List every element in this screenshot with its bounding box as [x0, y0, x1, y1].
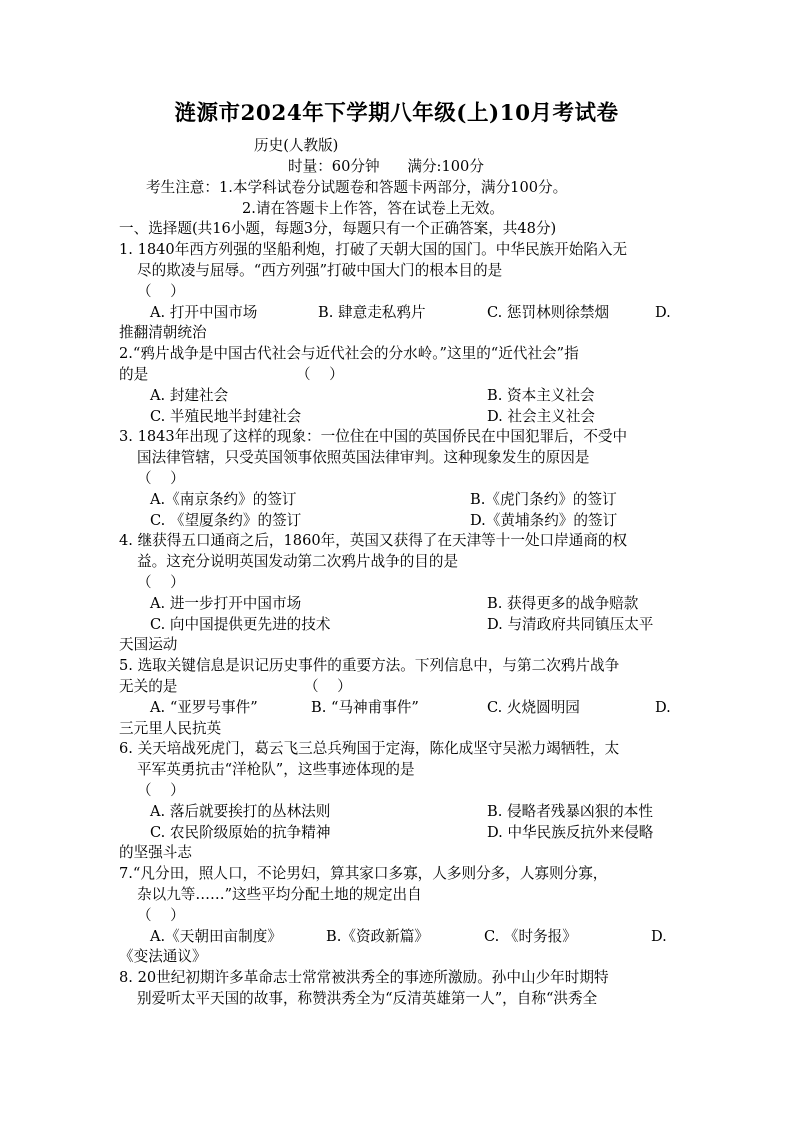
question-5-option-d-label: D.	[655, 699, 671, 716]
question-1-option-a: A. 打开中国市场	[150, 304, 258, 321]
question-4-stem-line-1: 4. 继获得五口通商之后，1860年，英国又获得了在天津等十一处口岸通商的权	[119, 532, 628, 549]
question-5-answer-blank: （ ）	[304, 678, 352, 695]
question-1-answer-blank: （ ）	[137, 283, 185, 300]
question-3-option-a: A.《南京条约》的签订	[150, 491, 297, 508]
question-2-stem-line-2: 的是	[119, 366, 149, 383]
question-6-stem-line-1: 6. 关天培战死虎门，葛云飞三总兵殉国于定海，陈化成坚守吴淞力竭牺牲，太	[119, 740, 620, 757]
question-1-option-d-label: D.	[655, 304, 671, 321]
question-5-stem-line-2: 无关的是	[119, 678, 178, 695]
question-5-option-d-text: 三元里人民抗英	[119, 720, 222, 737]
exam-edition: 历史(人教版)	[254, 137, 339, 154]
question-3-answer-blank: （ ）	[137, 470, 185, 487]
question-5-option-b: B. “马神甫事件”	[311, 699, 419, 716]
question-3-option-b: B.《虎门条约》的签订	[470, 491, 617, 508]
question-2-option-d: D. 社会主义社会	[487, 408, 596, 425]
question-8-stem-line-1: 8. 20世纪初期许多革命志士常常被洪秀全的事迹所激励。孙中山少年时期特	[119, 969, 609, 986]
question-1-option-b: B. 肆意走私鸦片	[318, 304, 426, 321]
question-2-option-a: A. 封建社会	[150, 387, 229, 404]
question-7-option-a: A.《天朝田亩制度》	[150, 928, 282, 945]
question-8-stem-line-2: 别爱听太平天国的故事，称赞洪秀全为“反清英雄第一人”，自称“洪秀全	[137, 990, 598, 1007]
question-4-stem-line-2: 益。这充分说明英国发动第二次鸦片战争的目的是	[137, 553, 459, 570]
question-3-stem-line-2: 国法律管辖，只受英国领事依照英国法律审判。这种现象发生的原因是	[137, 449, 590, 466]
question-5-option-c: C. 火烧圆明园	[487, 699, 580, 716]
question-3-option-d: D.《黄埔条约》的签订	[470, 512, 618, 529]
exam-note-1: 考生注意：1.本学科试卷分试题卷和答题卡两部分，满分100分。	[146, 179, 568, 196]
question-1-stem-line-2: 尽的欺凌与屈辱。“西方列强”打破中国大门的根本目的是	[137, 262, 503, 279]
question-7-stem-line-2: 杂以九等……”这些平均分配土地的规定出自	[137, 886, 422, 903]
question-1-option-d-text: 推翻清朝统治	[119, 324, 207, 341]
question-4-option-c: C. 向中国提供更先进的技术	[150, 616, 331, 633]
question-4-option-d: D. 与清政府共同镇压太平	[487, 616, 654, 633]
question-6-option-c: C. 农民阶级原始的抗争精神	[150, 824, 331, 841]
question-6-answer-blank: （ ）	[137, 782, 185, 799]
question-7-answer-blank: （ ）	[137, 907, 185, 924]
question-6-option-a: A. 落后就要挨打的丛林法则	[150, 803, 331, 820]
question-2-option-b: B. 资本主义社会	[487, 387, 595, 404]
question-5-option-a: A. “亚罗号事件”	[150, 699, 258, 716]
question-6-stem-line-2: 平军英勇抗击“洋枪队”，这些事迹体现的是	[137, 761, 415, 778]
question-2-stem-line-1: 2.“鸦片战争是中国古代社会与近代社会的分水岭。”这里的“近代社会”指	[119, 345, 579, 362]
question-6-option-d: D. 中华民族反抗外来侵略	[487, 824, 654, 841]
question-4-answer-blank: （ ）	[137, 574, 185, 591]
question-2-answer-blank: （ ）	[296, 366, 344, 383]
exam-note-2: 2.请在答题卡上作答，答在试卷上无效。	[242, 200, 505, 217]
question-1-stem-line-1: 1. 1840年西方列强的坚船利炮，打破了天朝大国的国门。中华民族开始陷入无	[119, 241, 628, 258]
question-4-option-b: B. 获得更多的战争赔款	[487, 595, 639, 612]
question-6-option-b: B. 侵略者残暴凶狠的本性	[487, 803, 653, 820]
question-6-option-d-continued: 的坚强斗志	[119, 844, 192, 861]
exam-title: 涟源市2024年下学期八年级(上)10月考试卷	[174, 101, 619, 126]
exam-time-score: 时量：60分钟 满分:100分	[288, 158, 484, 175]
question-7-option-d-label: D.	[651, 928, 667, 945]
question-3-option-c: C. 《望厦条约》的签订	[150, 512, 302, 529]
question-7-option-b: B.《资政新篇》	[326, 928, 429, 945]
question-7-option-c: C. 《时务报》	[484, 928, 577, 945]
question-4-option-a: A. 进一步打开中国市场	[150, 595, 302, 612]
section-heading: 一、选择题(共16小题，每题3分，每题只有一个正确答案，共48分)	[119, 220, 557, 237]
question-4-option-d-continued: 天国运动	[119, 636, 178, 653]
question-2-option-c: C. 半殖民地半封建社会	[150, 408, 302, 425]
question-5-stem-line-1: 5. 选取关键信息是识记历史事件的重要方法。下列信息中，与第二次鸦片战争	[119, 657, 620, 674]
question-7-option-d-text: 《变法通议》	[119, 948, 207, 965]
question-1-option-c: C. 惩罚林则徐禁烟	[487, 304, 610, 321]
question-7-stem-line-1: 7.“凡分田，照人口，不论男妇，算其家口多寡，人多则分多，人寡则分寡，	[119, 865, 608, 882]
question-3-stem-line-1: 3. 1843年出现了这样的现象：一位住在中国的英国侨民在中国犯罪后，不受中	[119, 428, 628, 445]
